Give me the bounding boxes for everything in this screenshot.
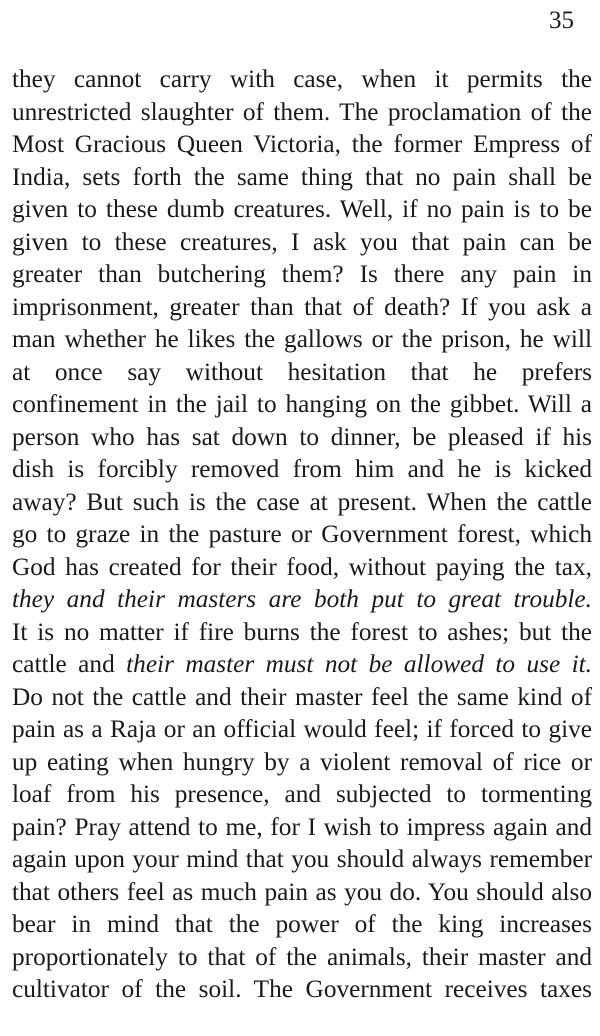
text-line: given to these creatures, I ask you that pain can be [12, 227, 592, 256]
text-fragment-italic: their master must not be allowed to use it. [126, 650, 592, 678]
text-line: cultivator of the soil. The Government receives taxes [12, 975, 592, 1003]
text-line: proportionately to that of the animals, their master and [12, 942, 592, 971]
text-line: imprisonment, greater than that of death? If you ask a [12, 292, 592, 321]
text-fragment: cattle and [12, 650, 127, 678]
text-line-mixed [12, 648, 592, 681]
text-line: that others feel as much pain as you do. You should also [12, 877, 592, 906]
body-paragraph [12, 63, 592, 1006]
text-line: Do not the cattle and their master feel the same kind of [12, 682, 592, 711]
text-line: greater than butchering them? Is there any pain in [12, 260, 592, 288]
text-line: at once say without hesitation that he prefers [12, 357, 592, 386]
text-line: loaf from his presence, and subjected to tormenting [12, 780, 592, 808]
text-line: person who has sat down to dinner, be pleased if his [12, 422, 592, 451]
text-line: up eating when hungry by a violent removal of rice or [12, 747, 592, 776]
text-line: It is no matter if fire burns the forest to ashes; but the [12, 617, 592, 646]
text-line: man whether he likes the gallows or the prison, he will [12, 325, 592, 353]
text-line: confinement in the jail to hanging on the gibbet. Will a [12, 390, 592, 418]
text-line: bear in mind that the power of the king increases [12, 910, 592, 938]
text-line: unrestricted slaughter of them. The proclamation of the [12, 97, 592, 126]
text-line: away? But such is the case at present. When the cattle [12, 487, 592, 516]
text-line: dish is forcibly removed from him and he is kicked [12, 455, 592, 483]
text-line: Most Gracious Queen Victoria, the former Empress of [12, 130, 592, 158]
text-line: again upon your mind that you should always remember [12, 845, 592, 873]
text-line: pain? Pray attend to me, for I wish to impress again and [12, 812, 592, 841]
text-line-italic: they and their masters are both put to great trouble. [12, 585, 592, 613]
text-line: given to these dumb creatures. Well, if no pain is to be [12, 195, 592, 223]
text-line: they cannot carry with case, when it permits the [12, 65, 592, 93]
text-line: pain as a Raja or an official would feel; if forced to give [12, 715, 592, 743]
text-line: India, sets forth the same thing that no pain shall be [12, 162, 592, 191]
text-line: go to graze in the pasture or Government forest, which [12, 520, 592, 548]
page-number: 35 [549, 7, 574, 34]
text-line: God has created for their food, without paying the tax, [12, 552, 592, 581]
